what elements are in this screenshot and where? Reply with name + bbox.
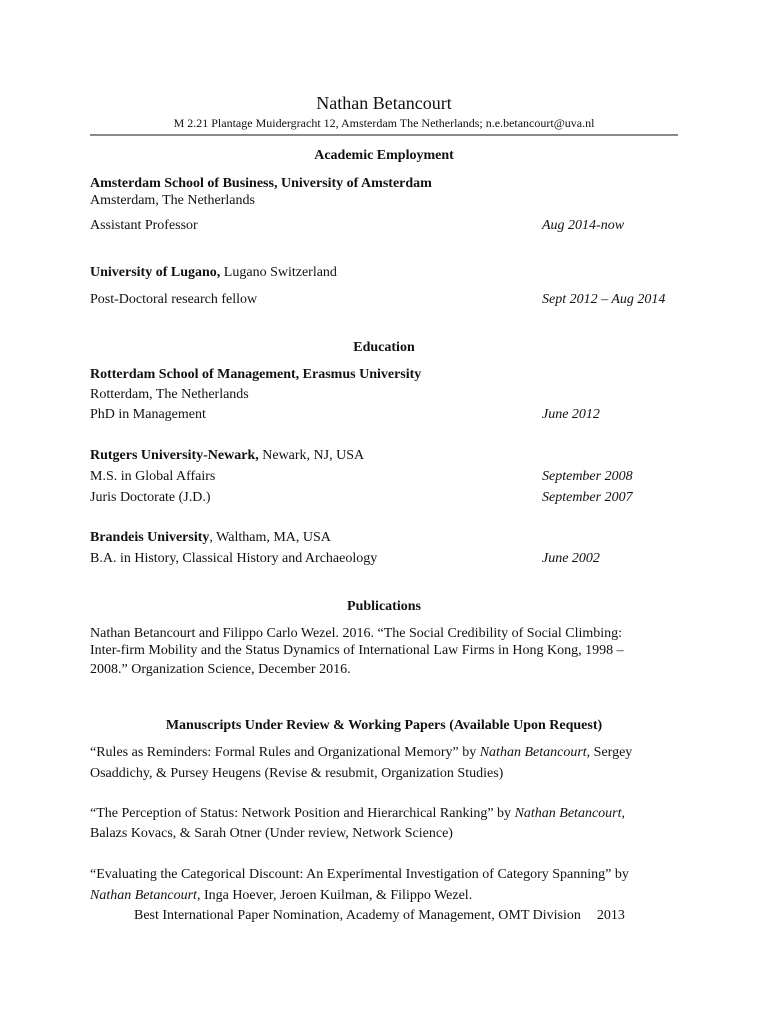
employment-institution: University of Lugano, — [90, 265, 221, 280]
award-title: Best International Paper Nomination, Academy of Management, OMT Division — [134, 908, 581, 923]
education-institution-line — [90, 448, 364, 464]
education-degree: M.S. in Global Affairs — [90, 469, 216, 484]
employment-location: Lugano Switzerland — [220, 265, 337, 280]
education-location: , Waltham, MA, USA — [209, 530, 331, 545]
employment-role: Post-Doctoral research fellow — [90, 292, 258, 307]
section-heading-education: Education — [353, 340, 415, 355]
employment-location: Amsterdam, The Netherlands — [90, 193, 255, 208]
award-year: 2013 — [596, 908, 625, 923]
education-institution: Rutgers University-Newark, — [90, 448, 259, 463]
manuscript-coauthors: Sergey — [590, 745, 633, 760]
employment-institution-line — [90, 265, 337, 281]
section-heading-employment: Academic Employment — [314, 148, 454, 163]
manuscript-line — [90, 806, 625, 822]
manuscript-author: Nathan Betancourt — [514, 806, 622, 821]
section-heading-publications: Publications — [347, 599, 421, 614]
education-degree: Juris Doctorate (J.D.) — [90, 490, 211, 505]
manuscript-line: Balazs Kovacs, & Sarah Otner (Under review, Network Science) — [90, 826, 453, 841]
publication-line: Inter-firm Mobility and the Status Dynamics of International Law Firms in Hong Kong, 1998 – — [90, 643, 624, 658]
manuscript-title: “The Perception of Status: Network Position and Hierarchical Ranking” by — [90, 806, 515, 821]
education-institution-line — [90, 530, 331, 546]
manuscript-line — [90, 745, 632, 761]
manuscript-author: Nathan Betancourt — [90, 888, 197, 903]
employment-role: Assistant Professor — [90, 218, 198, 233]
education-date: June 2012 — [542, 407, 600, 422]
education-date: September 2007 — [542, 490, 633, 505]
section-heading-manuscripts: Manuscripts Under Review & Working Papers (Available Upon Request) — [165, 718, 603, 733]
publication-line: 2008.” Organization Science, December 2016. — [90, 662, 351, 677]
education-institution: Brandeis University — [90, 530, 210, 545]
education-degree: B.A. in History, Classical History and Archaeology — [90, 551, 378, 566]
header-divider — [90, 134, 678, 136]
education-location: Rotterdam, The Netherlands — [90, 387, 249, 402]
manuscript-coauthors: , — [621, 806, 625, 821]
employment-date: Sept 2012 – Aug 2014 — [542, 292, 666, 307]
education-date: June 2002 — [542, 551, 600, 566]
education-institution: Rotterdam School of Management, Erasmus University — [90, 367, 422, 382]
manuscript-line: “Evaluating the Categorical Discount: An Experimental Investigation of Category Spanning” by — [90, 867, 629, 882]
publication-line: Nathan Betancourt and Filippo Carlo Wezel. 2016. “The Social Credibility of Social Climbing: — [90, 626, 623, 641]
manuscript-line: Osaddichy, & Pursey Heugens (Revise & resubmit, Organization Studies) — [90, 766, 504, 781]
manuscript-coauthors: , Inga Hoever, Jeroen Kuilman, & Filippo Wezel. — [196, 888, 473, 903]
education-degree: PhD in Management — [90, 407, 206, 422]
employment-institution: Amsterdam School of Business, University of Amsterdam — [90, 176, 432, 191]
award-line — [134, 908, 625, 924]
contact-line: M 2.21 Plantage Muidergracht 12, Amsterdam The Netherlands; n.e.betancourt@uva.nl — [173, 116, 595, 130]
manuscript-title: “Rules as Reminders: Formal Rules and Organizational Memory” by — [90, 745, 480, 760]
employment-date: Aug 2014-now — [542, 218, 625, 233]
cv-name: Nathan Betancourt — [316, 93, 452, 113]
manuscript-author: Nathan Betancourt, — [479, 745, 591, 760]
education-date: September 2008 — [542, 469, 633, 484]
manuscript-line — [90, 888, 472, 904]
education-location: Newark, NJ, USA — [258, 448, 365, 463]
